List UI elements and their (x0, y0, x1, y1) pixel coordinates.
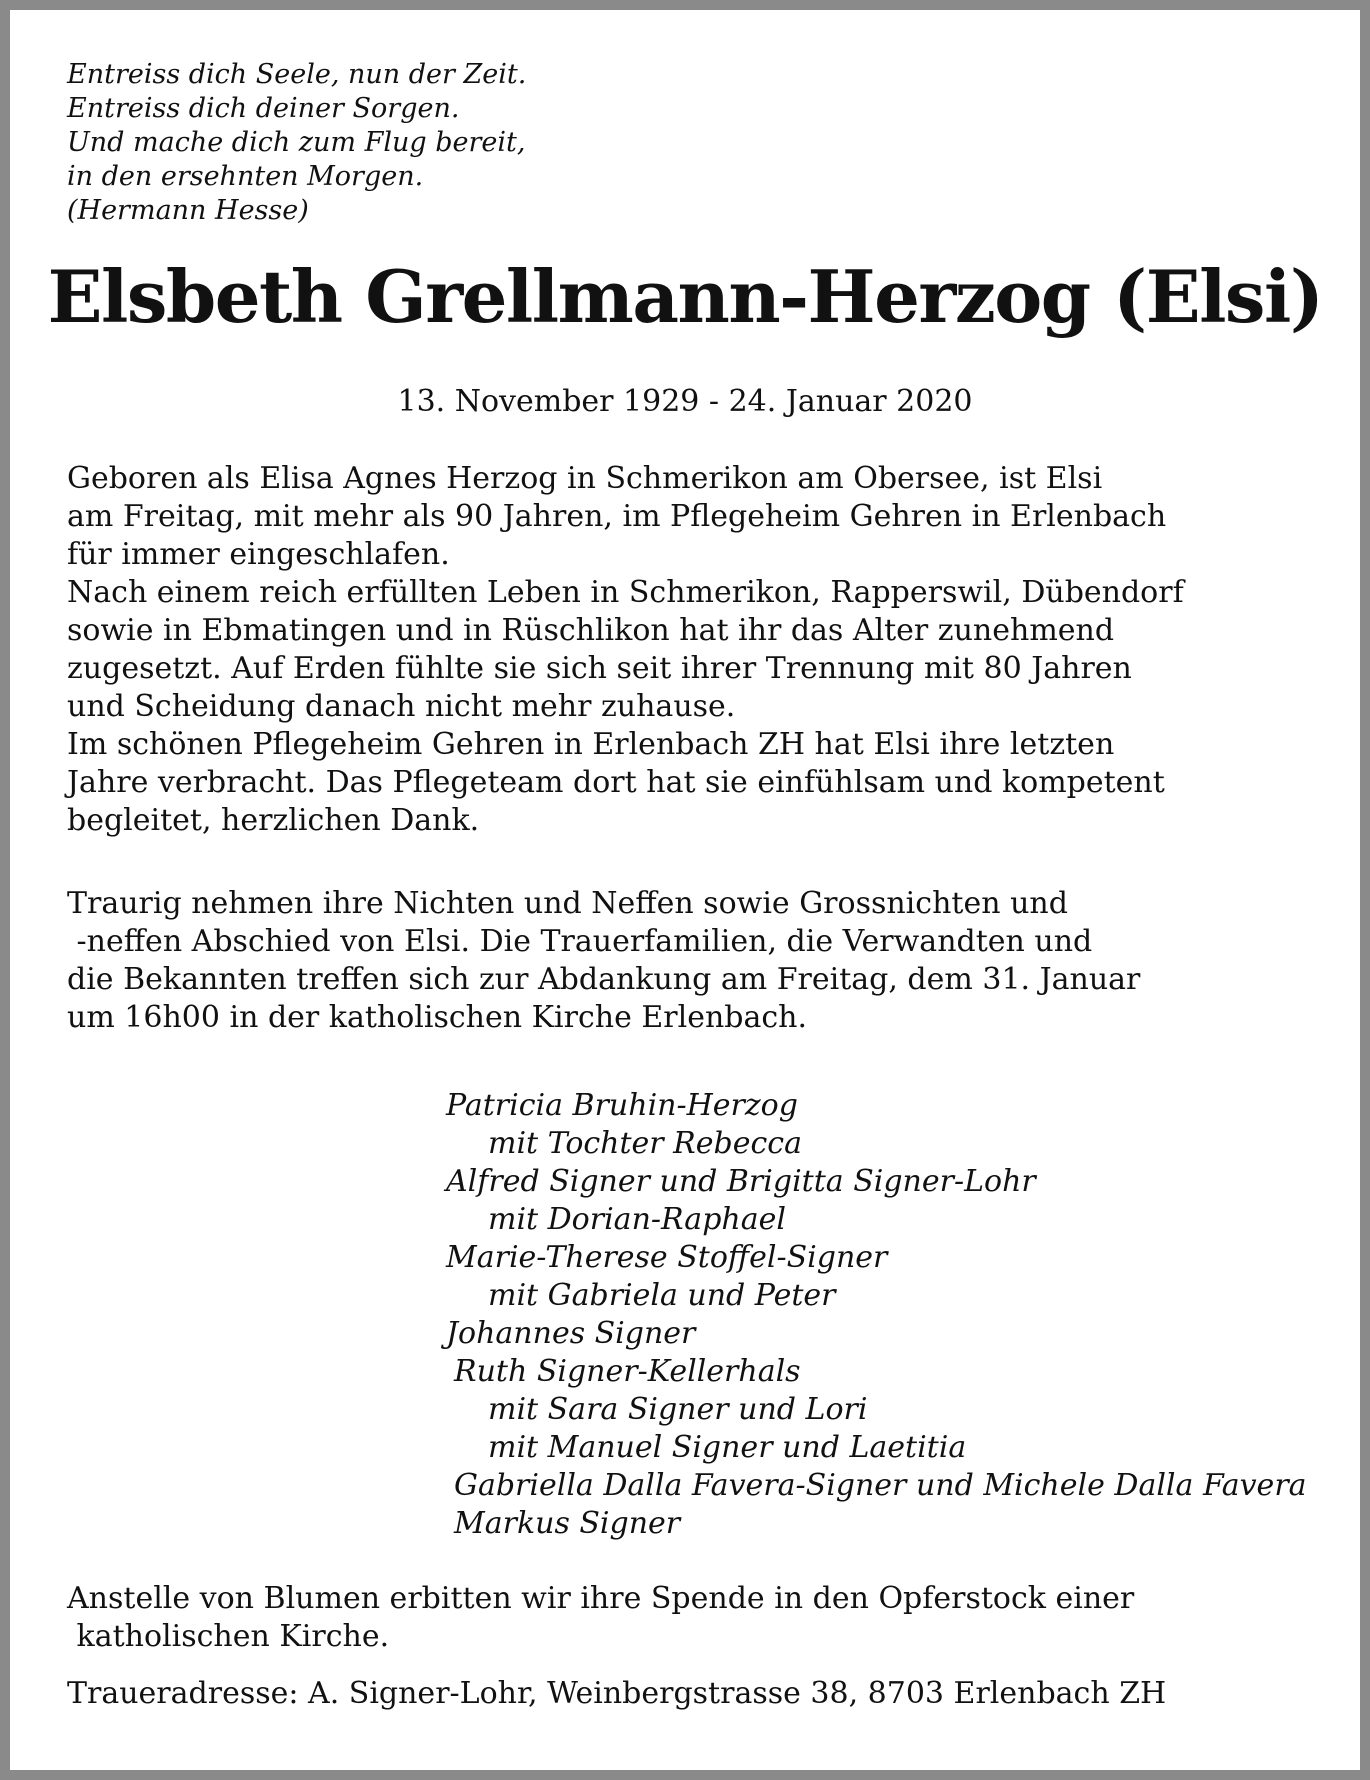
text-line: zugesetzt. Auf Erden fühlte sie sich seit ihrer Trennung mit 80 Jahren (67, 651, 1132, 686)
text-line: Nach einem reich erfüllten Leben in Schmerikon, Rapperswil, Dübendorf (67, 575, 1184, 610)
text-line: -neffen Abschied von Elsi. Die Trauerfamilien, die Verwandten und (67, 924, 1093, 959)
poem-quote (67, 58, 526, 228)
poem-line: Entreiss dich deiner Sorgen. (67, 93, 460, 124)
text-line: Geboren als Elisa Agnes Herzog in Schmerikon am Obersee, ist Elsi (67, 461, 1103, 496)
life-dates: 13. November 1929 - 24. Januar 2020 (397, 384, 973, 419)
text-line: die Bekannten treffen sich zur Abdankung am Freitag, dem 31. Januar (67, 962, 1141, 997)
poem-line: in den ersehnten Morgen. (67, 161, 424, 192)
mourner-name: Alfred Signer und Brigitta Signer-Lohr (446, 1164, 1036, 1199)
mourners-list (446, 1087, 1307, 1543)
mourner-family: mit Sara Signer und Lori (488, 1392, 868, 1427)
text-line: für immer eingeschlafen. (67, 537, 450, 572)
mourner-name: Gabriella Dalla Favera-Signer und Michele Dalla Favera (454, 1468, 1307, 1503)
text-line: begleitet, herzlichen Dank. (67, 803, 480, 838)
text-line: Traurig nehmen ihre Nichten und Neffen sowie Grossnichten und (67, 886, 1068, 921)
funeral-info-paragraph (67, 885, 1140, 1037)
obituary-page (10, 10, 1360, 1770)
poem-line: Entreiss dich Seele, nun der Zeit. (67, 59, 527, 90)
mourner-family: mit Gabriela und Peter (488, 1278, 836, 1313)
text-line: am Freitag, mit mehr als 90 Jahren, im Pflegeheim Gehren in Erlenbach (67, 499, 1167, 534)
mourner-name: Markus Signer (454, 1506, 681, 1541)
mourner-name: Ruth Signer-Kellerhals (454, 1354, 801, 1389)
text-line: katholischen Kirche. (67, 1619, 390, 1654)
text-line: Jahre verbracht. Das Pflegeteam dort hat sie einfühlsam und kompetent (67, 765, 1165, 800)
mourner-family: mit Dorian-Raphael (488, 1202, 786, 1237)
poem-author: (Hermann Hesse) (67, 195, 309, 226)
text-line: um 16h00 in der katholischen Kirche Erlenbach. (67, 1000, 808, 1035)
mourning-address: Traueradresse: A. Signer-Lohr, Weinbergstrasse 38, 8703 Erlenbach ZH (67, 1676, 1167, 1711)
text-line: Anstelle von Blumen erbitten wir ihre Spende in den Opferstock einer (67, 1581, 1135, 1616)
biography-paragraph (67, 460, 1184, 840)
mourner-name: Marie-Therese Stoffel-Signer (446, 1240, 888, 1275)
text-line: Im schönen Pflegeheim Gehren in Erlenbach ZH hat Elsi ihre letzten (67, 727, 1115, 762)
donation-note (67, 1580, 1134, 1656)
mourner-family: mit Tochter Rebecca (488, 1126, 802, 1161)
poem-line: Und mache dich zum Flug bereit, (67, 127, 526, 158)
deceased-name: Elsbeth Grellmann-Herzog (Elsi) (47, 254, 1323, 339)
mourner-name: Patricia Bruhin-Herzog (446, 1088, 798, 1123)
text-line: und Scheidung danach nicht mehr zuhause. (67, 689, 736, 724)
text-line: sowie in Ebmatingen und in Rüschlikon hat ihr das Alter zunehmend (67, 613, 1115, 648)
mourner-family: mit Manuel Signer und Laetitia (488, 1430, 967, 1465)
mourner-name: Johannes Signer (446, 1316, 696, 1351)
